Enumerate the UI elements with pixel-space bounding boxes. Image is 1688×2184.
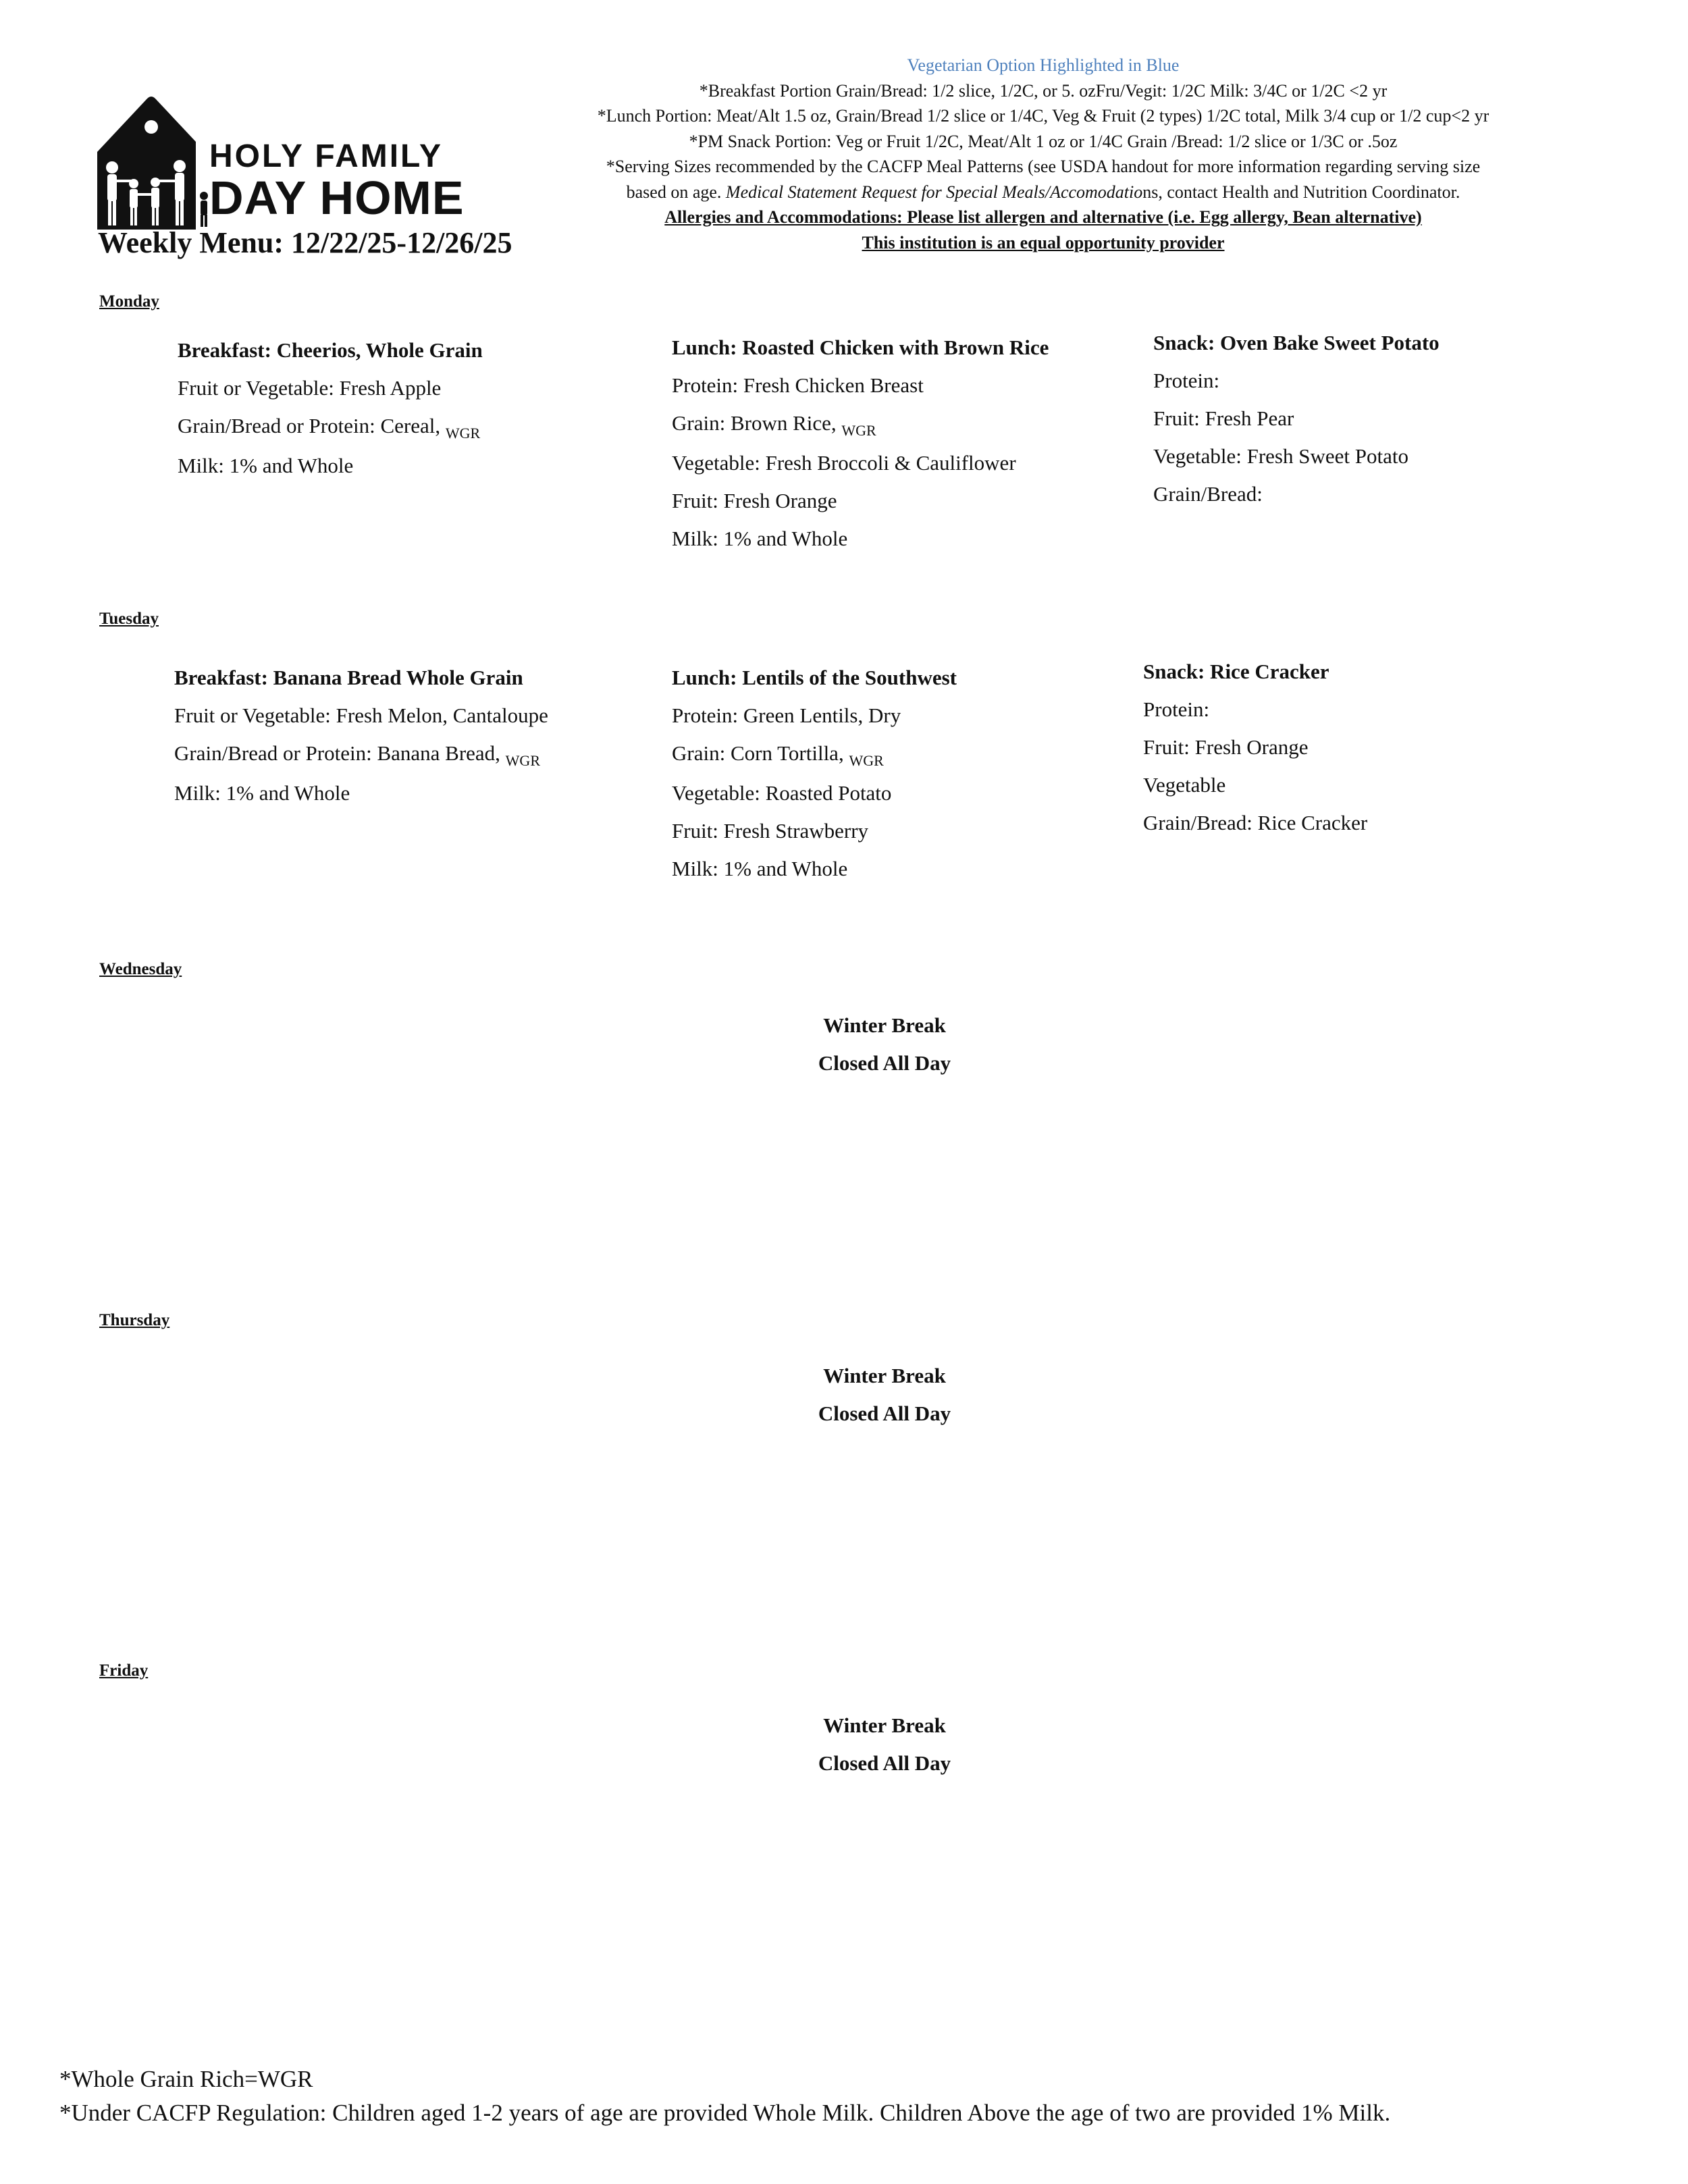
grain-line	[672, 404, 1049, 444]
closed-all-day-text: Closed All Day	[818, 1402, 951, 1425]
vegetable-line: Vegetable: Roasted Potato	[672, 781, 892, 805]
monday-snack	[1153, 324, 1440, 513]
winter-break-text: Winter Break	[823, 1364, 946, 1387]
grain-text: Grain: Brown Rice,	[672, 411, 842, 435]
thursday-closed-notice	[0, 1357, 1688, 1433]
closed-all-day-text: Closed All Day	[818, 1751, 951, 1775]
wgr-tag: WGR	[445, 425, 481, 442]
milk-line: Milk: 1% and Whole	[178, 454, 354, 477]
day-label-tuesday: Tuesday	[99, 610, 159, 628]
monday-lunch	[672, 329, 1049, 558]
grain-protein-line	[174, 735, 548, 774]
winter-break-text: Winter Break	[823, 1713, 946, 1737]
house-family-icon	[95, 95, 209, 230]
grain-line: Grain/Bread:	[1153, 482, 1263, 506]
milk-line: Milk: 1% and Whole	[174, 781, 350, 805]
grain-line	[672, 735, 957, 774]
tuesday-lunch	[672, 659, 957, 888]
meal-title: Breakfast: Cheerios, Whole Grain	[178, 338, 483, 362]
fruit-line: Fruit: Fresh Strawberry	[672, 819, 869, 843]
wgr-tag: WGR	[849, 752, 884, 769]
serving-sizes-note: *Serving Sizes recommended by the CACFP Meal Patterns (see USDA handout for more information regarding serving size	[606, 157, 1481, 176]
lunch-portion-note: *Lunch Portion: Meat/Alt 1.5 oz, Grain/Bread 1/2 slice or 1/4C, Veg & Fruit (2 types) 1/2C total, Milk 3/4 cup or 1/2 cup<2 yr	[597, 106, 1489, 126]
logo-text-line1: HOLY FAMILY	[209, 138, 443, 174]
allergies-note: Allergies and Accommodations: Please list allergen and alternative (i.e. Egg allergy, Bean alternative)	[664, 207, 1422, 227]
fruit-line: Fruit: Fresh Orange	[672, 489, 837, 512]
milk-line: Milk: 1% and Whole	[672, 527, 848, 550]
meal-title: Snack: Rice Cracker	[1143, 660, 1329, 683]
breakfast-portion-note: *Breakfast Portion Grain/Bread: 1/2 slice, 1/2C, or 5. ozFru/Vegit: 1/2C Milk: 3/4C or 1/2C <2 yr	[699, 80, 1388, 101]
vegetable-line: Vegetable: Fresh Sweet Potato	[1153, 444, 1408, 468]
milk-line: Milk: 1% and Whole	[672, 857, 848, 880]
age-prefix: based on age.	[626, 182, 726, 202]
vegetable-line: Vegetable: Fresh Broccoli & Cauliflower	[672, 451, 1016, 475]
fruit-line: Fruit: Fresh Pear	[1153, 406, 1294, 430]
day-label-wednesday: Wednesday	[99, 960, 182, 978]
wgr-tag: WGR	[505, 752, 540, 769]
snack-portion-note: *PM Snack Portion: Veg or Fruit 1/2C, Meat/Alt 1 oz or 1/4C Grain /Bread: 1/2 slice or 1/3C or .5oz	[689, 131, 1398, 151]
medical-statement-link: Medical Statement Request for Special Meals/Accomodatio	[725, 182, 1143, 202]
day-label-thursday: Thursday	[99, 1311, 170, 1329]
footer-notes	[59, 2062, 1390, 2130]
closed-all-day-text: Closed All Day	[818, 1051, 951, 1075]
milk-note: *Under CACFP Regulation: Children aged 1-2 years of age are provided Whole Milk. Children Above the age of two are provided 1% Milk.	[59, 2100, 1391, 2126]
header-notes	[513, 53, 1573, 255]
day-label-friday: Friday	[99, 1661, 149, 1680]
day-label-monday: Monday	[99, 292, 159, 311]
fruit-veg-line: Fruit or Vegetable: Fresh Melon, Cantaloupe	[174, 703, 548, 727]
meal-title: Lunch: Roasted Chicken with Brown Rice	[672, 336, 1049, 359]
grain-protein-line	[178, 407, 483, 447]
wgr-tag: WGR	[841, 422, 876, 439]
equal-opportunity-note: This institution is an equal opportunity provider	[862, 232, 1225, 252]
age-suffix: ns, contact Health and Nutrition Coordinator.	[1142, 182, 1460, 202]
medical-statement-note	[513, 180, 1573, 205]
grain-text: Grain/Bread or Protein: Cereal,	[178, 414, 446, 437]
protein-line: Protein:	[1143, 697, 1210, 721]
winter-break-text: Winter Break	[823, 1013, 946, 1037]
meal-title: Snack: Oven Bake Sweet Potato	[1153, 331, 1440, 354]
wednesday-closed-notice	[0, 1007, 1688, 1082]
logo-text-line2: DAY HOME	[209, 171, 465, 224]
vegetable-line: Vegetable	[1143, 773, 1226, 797]
meal-title: Breakfast: Banana Bread Whole Grain	[174, 666, 523, 689]
grain-text: Grain: Corn Tortilla,	[672, 741, 849, 765]
vegetarian-note: Vegetarian Option Highlighted in Blue	[907, 55, 1180, 75]
grain-text: Grain/Bread or Protein: Banana Bread,	[174, 741, 506, 765]
fruit-line: Fruit: Fresh Orange	[1143, 735, 1309, 759]
monday-breakfast	[178, 331, 483, 485]
protein-line: Protein:	[1153, 369, 1220, 392]
wgr-note: *Whole Grain Rich=WGR	[59, 2066, 313, 2092]
grain-line: Grain/Bread: Rice Cracker	[1143, 811, 1368, 834]
logo	[95, 95, 465, 230]
tuesday-snack	[1143, 653, 1367, 842]
tuesday-breakfast	[174, 659, 548, 812]
protein-line: Protein: Green Lentils, Dry	[672, 703, 901, 727]
meal-title: Lunch: Lentils of the Southwest	[672, 666, 957, 689]
fruit-veg-line: Fruit or Vegetable: Fresh Apple	[178, 376, 442, 400]
friday-closed-notice	[0, 1707, 1688, 1782]
protein-line: Protein: Fresh Chicken Breast	[672, 373, 924, 397]
page-title: Weekly Menu: 12/22/25-12/26/25	[98, 226, 512, 259]
